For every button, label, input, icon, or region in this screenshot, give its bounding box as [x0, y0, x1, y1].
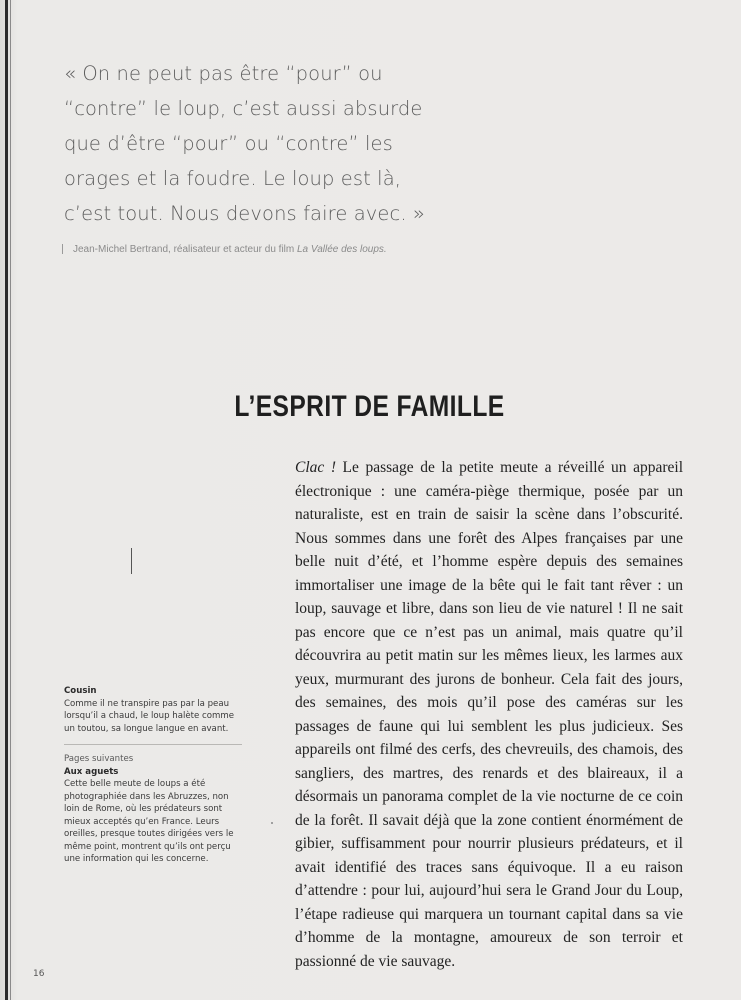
- caption-divider: [64, 744, 242, 745]
- quote-attribution: [62, 244, 387, 255]
- decorative-dot: [271, 822, 273, 824]
- page-number: 16: [33, 969, 45, 979]
- body-text: Le passage de la petite meute a réveillé un appareil électronique : une caméra-piège thermique, posée par un naturaliste, est en train de saisir la scène dans l’obscurité. Nous sommes dans une forêt des Alpes françaises par une belle nuit d’été, et l’homme espère depuis des semaines immortaliser une image de la bête qui le fait tant rêver : un loup, sauvage et libre, dans son lieu de vie naturel ! Il ne sait pas encore que ce n’est pas un animal, mais quatre qu’il découvrira au petit matin sur les mêmes lieux, les larmes aux yeux, murmurant des jurons de bonheur. Cela fait des jours, des semaines, des mois qu’il pose des caméras sur les passages de faune qui lui semblent les plus judicieux. Ses appareils ont filmé des cerfs, des chevreuils, des chamois, des sangliers, des martres, des renards et des blaireaux, il a désormais un panorama complet de la vie nocturne de ce coin de la forêt. Il savait déjà que la zone contient énormément de gibier, suffisamment pour nourrir plusieurs prédateurs, et il avait identifié des traces sans équivoque. Il a eu raison d’attendre : pour lui, aujourd’hui sera le Grand Jour du Loup, l’étape radieuse qui marquera un tournant capital dans sa vie d’homme de la montagne, amoureux de son terroir et passionné de vie sauvage.: [295, 459, 683, 970]
- pull-quote: [64, 56, 444, 231]
- photo-captions: [64, 685, 242, 866]
- caption-text: Cette belle meute de loups a été photographiée dans les Abruzzes, non loin de Rome, où les prédateurs sont mieux acceptés qu’en France. Leurs oreilles, presque toutes dirigées vers le même point, montrent qu’ils ont perçu une information qui les concerne.: [64, 779, 234, 864]
- quote-line: “contre” le loup, c’est aussi absurde: [64, 97, 423, 120]
- quote-line: « On ne peut pas être “pour” ou: [64, 62, 383, 85]
- binding-edge: [5, 0, 8, 1000]
- attribution-bar: [62, 244, 63, 254]
- binding-edge-inner: [10, 0, 11, 1000]
- body-lead: Clac !: [295, 459, 336, 476]
- caption-title: Cousin: [64, 686, 97, 696]
- quote-line: c’est tout. Nous devons faire avec. »: [64, 202, 425, 225]
- quote-line: que d’être “pour” ou “contre” les: [64, 132, 393, 155]
- caption-title: Aux aguets: [64, 766, 119, 777]
- caption-text: Comme il ne transpire pas par la peau lorsqu’il a chaud, le loup halète comme un toutou, sa longue langue en avant.: [64, 698, 235, 734]
- article-title: L’ESPRIT DE FAMILLE: [234, 390, 505, 423]
- caption-label: Pages suivantes: [64, 754, 134, 764]
- article-body: [295, 456, 683, 973]
- attribution-text: Jean-Michel Bertrand, réalisateur et acteur du film: [73, 244, 297, 255]
- quote-line: orages et la foudre. Le loup est là,: [64, 167, 402, 190]
- decorative-tick: [131, 548, 132, 574]
- film-title: La Vallée des loups.: [297, 244, 387, 255]
